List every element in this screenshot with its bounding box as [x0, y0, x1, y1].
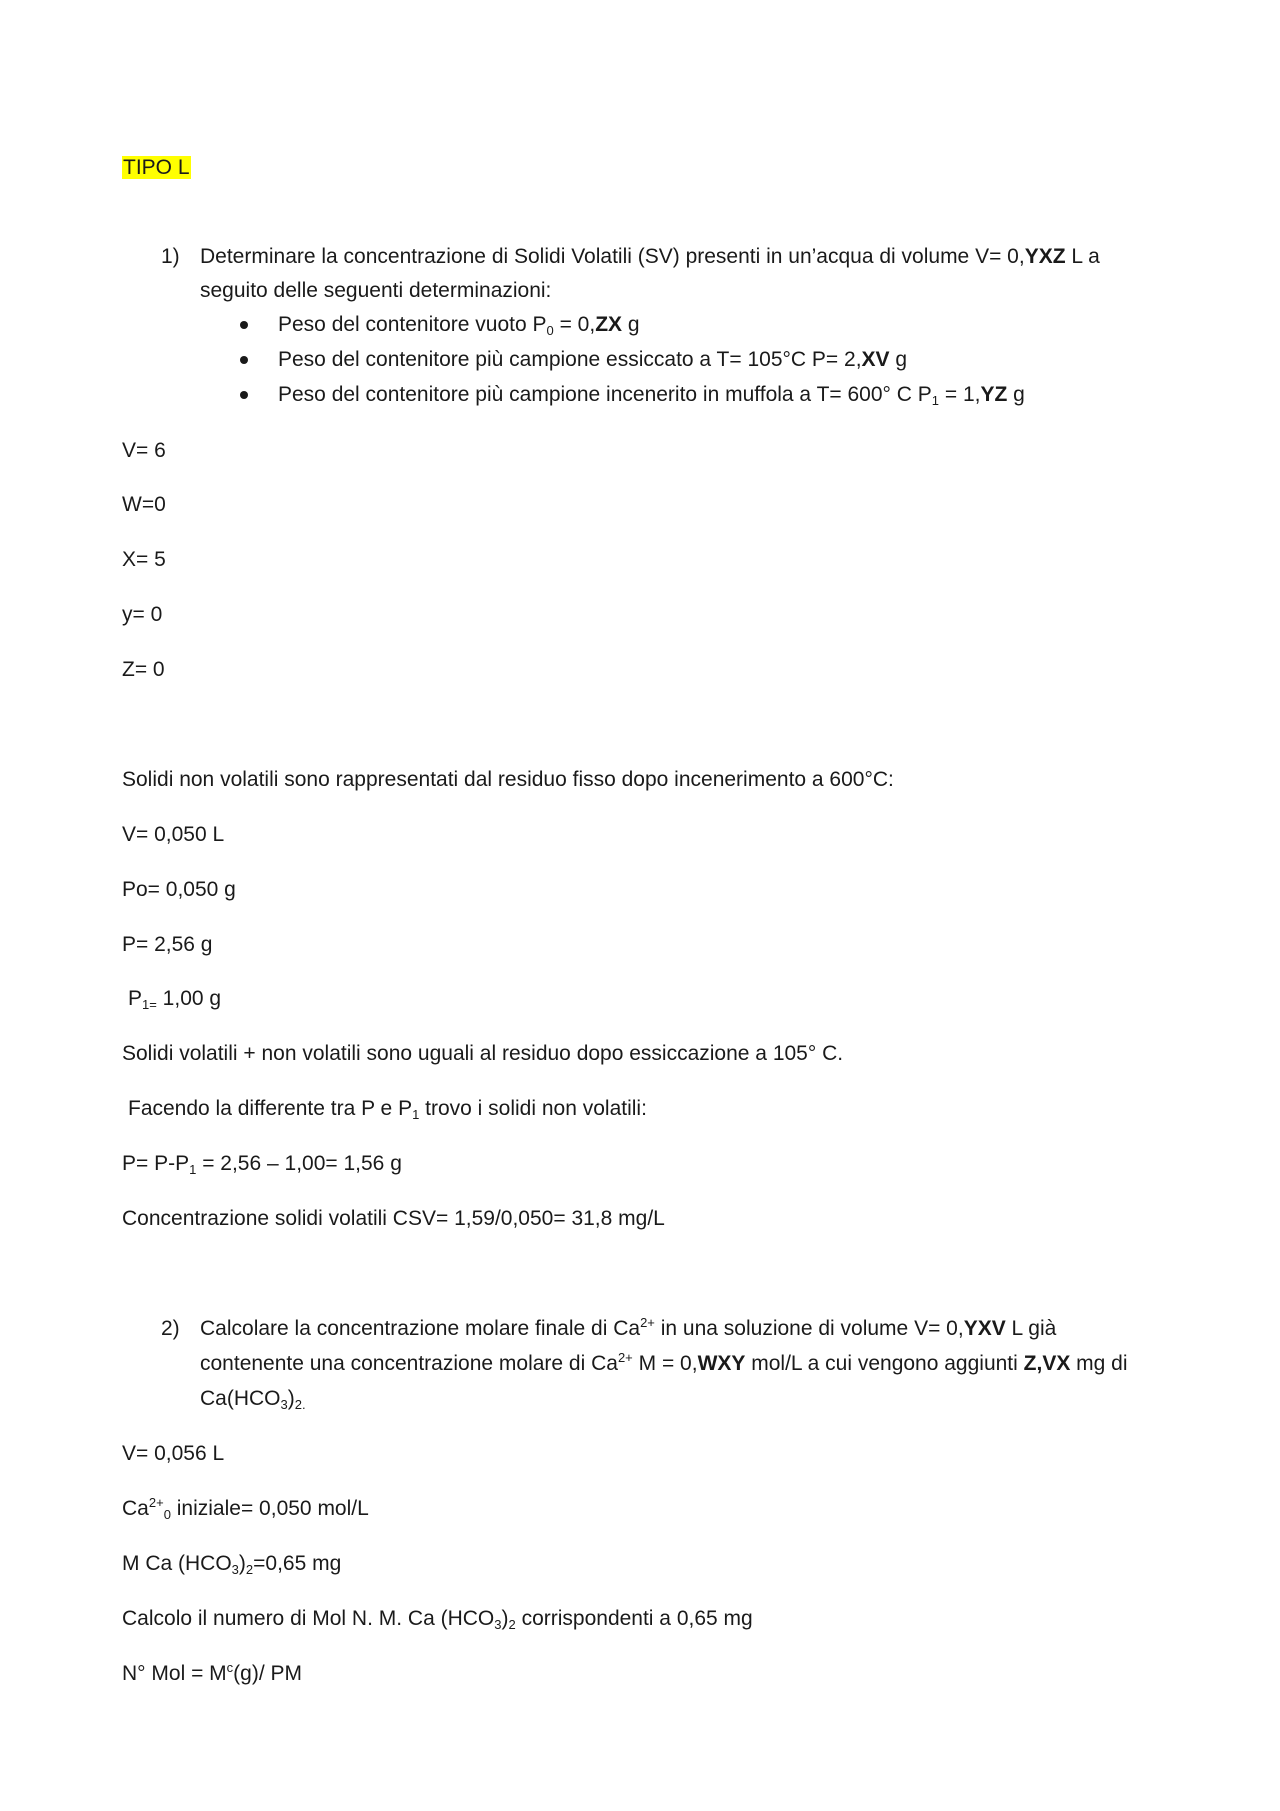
- variable-v: V= 6: [122, 439, 166, 462]
- bullet-icon: [240, 356, 248, 364]
- solution-2-moles-formula: N° Mol = $M^c(g)/$ PM: [122, 1660, 303, 1685]
- bullet-icon: [240, 391, 248, 399]
- solution-1-difference: Facendo la differente tra P e $P_1$ trovo i solidi non volatili:: [128, 1097, 647, 1122]
- variable-w: W=0: [122, 493, 166, 516]
- page-title: TIPO L: [123, 156, 190, 179]
- solution-1-po: Po= 0,050 g: [122, 878, 236, 901]
- solution-1-p: P= 2,56 g: [122, 933, 213, 956]
- question-1-bullet-3: Peso del contenitore più campione incenerito in muffola a T= 600° C $P_1 = 1,YZ$ g: [278, 383, 1025, 408]
- solution-1-sum: Solidi volatili + non volatili sono uguali al residuo dopo essiccazione a 105° C.: [122, 1042, 844, 1065]
- question-1-bullet-1: Peso del contenitore vuoto $P_0 = 0,ZX$ g: [278, 313, 640, 338]
- question-2-number: 2): [161, 1317, 180, 1340]
- solution-1-volume: V= 0,050 L: [122, 823, 225, 846]
- question-2-line-2: contenente una concentrazione molare di $Ca^{2+}$ M = 0,WXY mol/L a cui vengono aggiunti Z,VX mg di: [200, 1350, 1128, 1375]
- question-1-bullet-2: Peso del contenitore più campione essiccato a T= 105°C P= 2,XV g: [278, 348, 908, 371]
- bullet-icon: [240, 321, 248, 329]
- solution-2-calcium-initial: $Ca^{2+}_0$ iniziale= 0,050 mol/L: [122, 1495, 369, 1522]
- solution-2-mass: M Ca $(HCO_3)_2=0,65$ mg: [122, 1552, 342, 1577]
- question-2-line-3: $Ca(HCO_3)_{2.}$: [200, 1387, 306, 1412]
- solution-1-concentration: Concentrazione solidi volatili CSV= 1,59/0,050= 31,8 mg/L: [122, 1207, 665, 1230]
- solution-1-intro: Solidi non volatili sono rappresentati dal residuo fisso dopo incenerimento a 600°C:: [122, 768, 894, 791]
- question-1-line-1: Determinare la concentrazione di Solidi Volatili (SV) presenti in un’acqua di volume V= 0,YXZ L a: [200, 245, 1100, 268]
- solution-1-calculation: $P= P-P_1 = 2,56 - 1,00= 1,56$ g: [122, 1152, 402, 1177]
- solution-1-p1: $P_{1=}$ 1,00 g: [128, 987, 222, 1012]
- variable-y: y= 0: [122, 603, 163, 626]
- variable-x: X= 5: [122, 548, 166, 571]
- question-2-line-1: Calcolare la concentrazione molare finale di $Ca^{2+}$ in una soluzione di volume V= 0,YXV L già: [200, 1315, 1057, 1340]
- question-1-number: 1): [161, 245, 180, 268]
- solution-2-calculation: Calcolo il numero di Mol N. M. Ca $(HCO_3)_2$ corrispondenti a 0,65 mg: [122, 1607, 753, 1632]
- question-1-line-2: seguito delle seguenti determinazioni:: [200, 279, 552, 302]
- solution-2-volume: V= 0,056 L: [122, 1442, 225, 1465]
- variable-z: Z= 0: [122, 658, 165, 681]
